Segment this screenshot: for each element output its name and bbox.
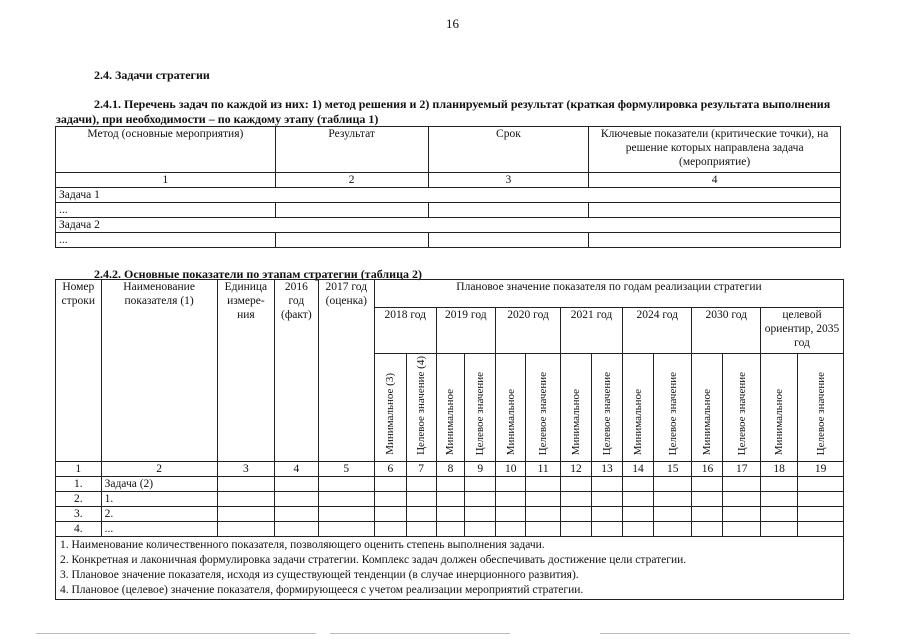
t2-sub-min: Минимальное <box>569 388 582 455</box>
table-row <box>56 491 844 506</box>
t1-header-indicators: Ключевые показатели (критические точки), на решение которых направлена задача (мероприятие) <box>589 127 841 173</box>
t2-colnum: 6 <box>374 461 406 476</box>
subsection-2-title: 2.4.2. Основные показатели по этапам стратегии (таблица 2) <box>94 267 422 281</box>
t2-colnum: 9 <box>465 461 496 476</box>
t2-sub-min: Минимальное <box>504 388 517 455</box>
t2-sub-min: Минимальное <box>444 388 457 455</box>
t1-row-ellipsis: ... <box>56 233 276 248</box>
t1-colnum: 4 <box>589 173 841 188</box>
t2-colnum: 5 <box>318 461 374 476</box>
t1-header-result: Результат <box>275 127 428 173</box>
scan-artifact-line <box>36 633 316 634</box>
t1-row-ellipsis: ... <box>56 203 276 218</box>
t2-column-numbers-row <box>56 461 844 476</box>
t2-colnum: 7 <box>406 461 436 476</box>
t2-note: 3. Плановое значение показателя, исходя из существующей тенденции (в случае инерционного развития). <box>60 568 579 581</box>
t2-year-2019: 2019 год <box>436 308 496 354</box>
t2-sub-target: Целевое значение <box>666 371 679 455</box>
t2-notes-row <box>56 536 844 599</box>
t2-sub-min: Минимальное <box>701 388 714 455</box>
t1-colnum: 1 <box>56 173 276 188</box>
t2-header-unit: Единица измере-ния <box>217 280 274 462</box>
page-number: 16 <box>446 16 459 31</box>
t2-row-name: Задача (2) <box>101 476 217 491</box>
t2-colnum: 13 <box>592 461 623 476</box>
t2-year-2020: 2020 год <box>496 308 561 354</box>
t2-colnum: 12 <box>560 461 591 476</box>
t1-colnum: 2 <box>275 173 428 188</box>
t2-note: 2. Конкретная и лаконичная формулировка задачи стратегии. Комплекс задач должен обеспечивать достижение цели стратегии. <box>60 553 687 566</box>
t2-sub-min: Минимальное (3) <box>384 373 397 455</box>
t2-sub-min: Минимальное <box>773 388 786 455</box>
t2-sub-target: Целевое значение <box>735 371 748 455</box>
t2-sub-target: Целевое значение <box>537 371 550 455</box>
t2-colnum: 19 <box>798 461 844 476</box>
t2-year-target-2035: целевой ориентир, 2035 год <box>761 308 844 354</box>
t2-year-2021: 2021 год <box>560 308 622 354</box>
t2-year-2024: 2024 год <box>623 308 692 354</box>
subsection-1-title: 2.4.1. Перечень задач по каждой из них: 1) метод решения и 2) планируемый результат (краткая формулировка результата выполнения задачи), при необходимости – по каждому этапу (таблица 1) <box>56 97 831 126</box>
section-title: 2.4. Задачи стратегии <box>94 68 210 82</box>
t2-colnum: 3 <box>217 461 274 476</box>
t1-row-task: Задача 1 <box>56 188 841 203</box>
scan-artifact-line <box>330 633 510 634</box>
t2-header-2016: 2016 год (факт) <box>275 280 319 462</box>
t2-row-number: 1. <box>56 476 102 491</box>
t2-year-2030: 2030 год <box>692 308 761 354</box>
t1-header-term: Срок <box>428 127 589 173</box>
table-row <box>56 521 844 536</box>
t2-row-number: 3. <box>56 506 102 521</box>
t2-sub-target: Целевое значение <box>601 371 613 455</box>
t2-colnum: 18 <box>761 461 798 476</box>
t1-header-method: Метод (основные мероприятия) <box>56 127 276 173</box>
t2-colnum: 1 <box>56 461 102 476</box>
t2-header-2017: 2017 год (оценка) <box>318 280 374 462</box>
t2-header-row-number: Номер строки <box>56 280 102 462</box>
t2-note: 1. Наименование количественного показателя, позволяющего оценить степень выполнения задачи. <box>60 538 545 551</box>
t2-row-name: 2. <box>101 506 217 521</box>
t2-year-2018: 2018 год <box>374 308 436 354</box>
t2-colnum: 2 <box>101 461 217 476</box>
t2-colnum: 14 <box>623 461 654 476</box>
t2-row-number: 4. <box>56 521 102 536</box>
scan-artifact-line <box>600 633 850 634</box>
table-row <box>56 476 844 491</box>
t1-row-task: Задача 2 <box>56 218 841 233</box>
t2-note: 4. Плановое (целевое) значение показателя, формирующееся с учетом реализации мероприятий стратегии. <box>60 583 584 596</box>
t1-colnum: 3 <box>428 173 589 188</box>
t2-row-number: 2. <box>56 491 102 506</box>
t2-colnum: 16 <box>692 461 723 476</box>
t2-sub-min: Минимальное <box>632 388 645 455</box>
t2-sub-target: Целевое значение <box>474 371 487 455</box>
t2-colnum: 8 <box>436 461 465 476</box>
table-row <box>56 506 844 521</box>
t2-colnum: 17 <box>723 461 761 476</box>
t2-colnum: 10 <box>496 461 526 476</box>
t2-row-name: 1. <box>101 491 217 506</box>
t2-sub-target: Целевое значение <box>814 371 827 455</box>
t2-colnum: 4 <box>275 461 319 476</box>
t2-header-name: Наименование показателя (1) <box>101 280 217 462</box>
t2-sub-target: Целевое значение (4) <box>415 356 428 455</box>
t2-header-plan: Плановое значение показателя по годам реализации стратегии <box>374 280 843 308</box>
tasks-table <box>55 126 841 248</box>
indicators-table <box>55 279 844 600</box>
t2-colnum: 11 <box>526 461 561 476</box>
t2-colnum: 15 <box>654 461 692 476</box>
t2-row-name: ... <box>101 521 217 536</box>
